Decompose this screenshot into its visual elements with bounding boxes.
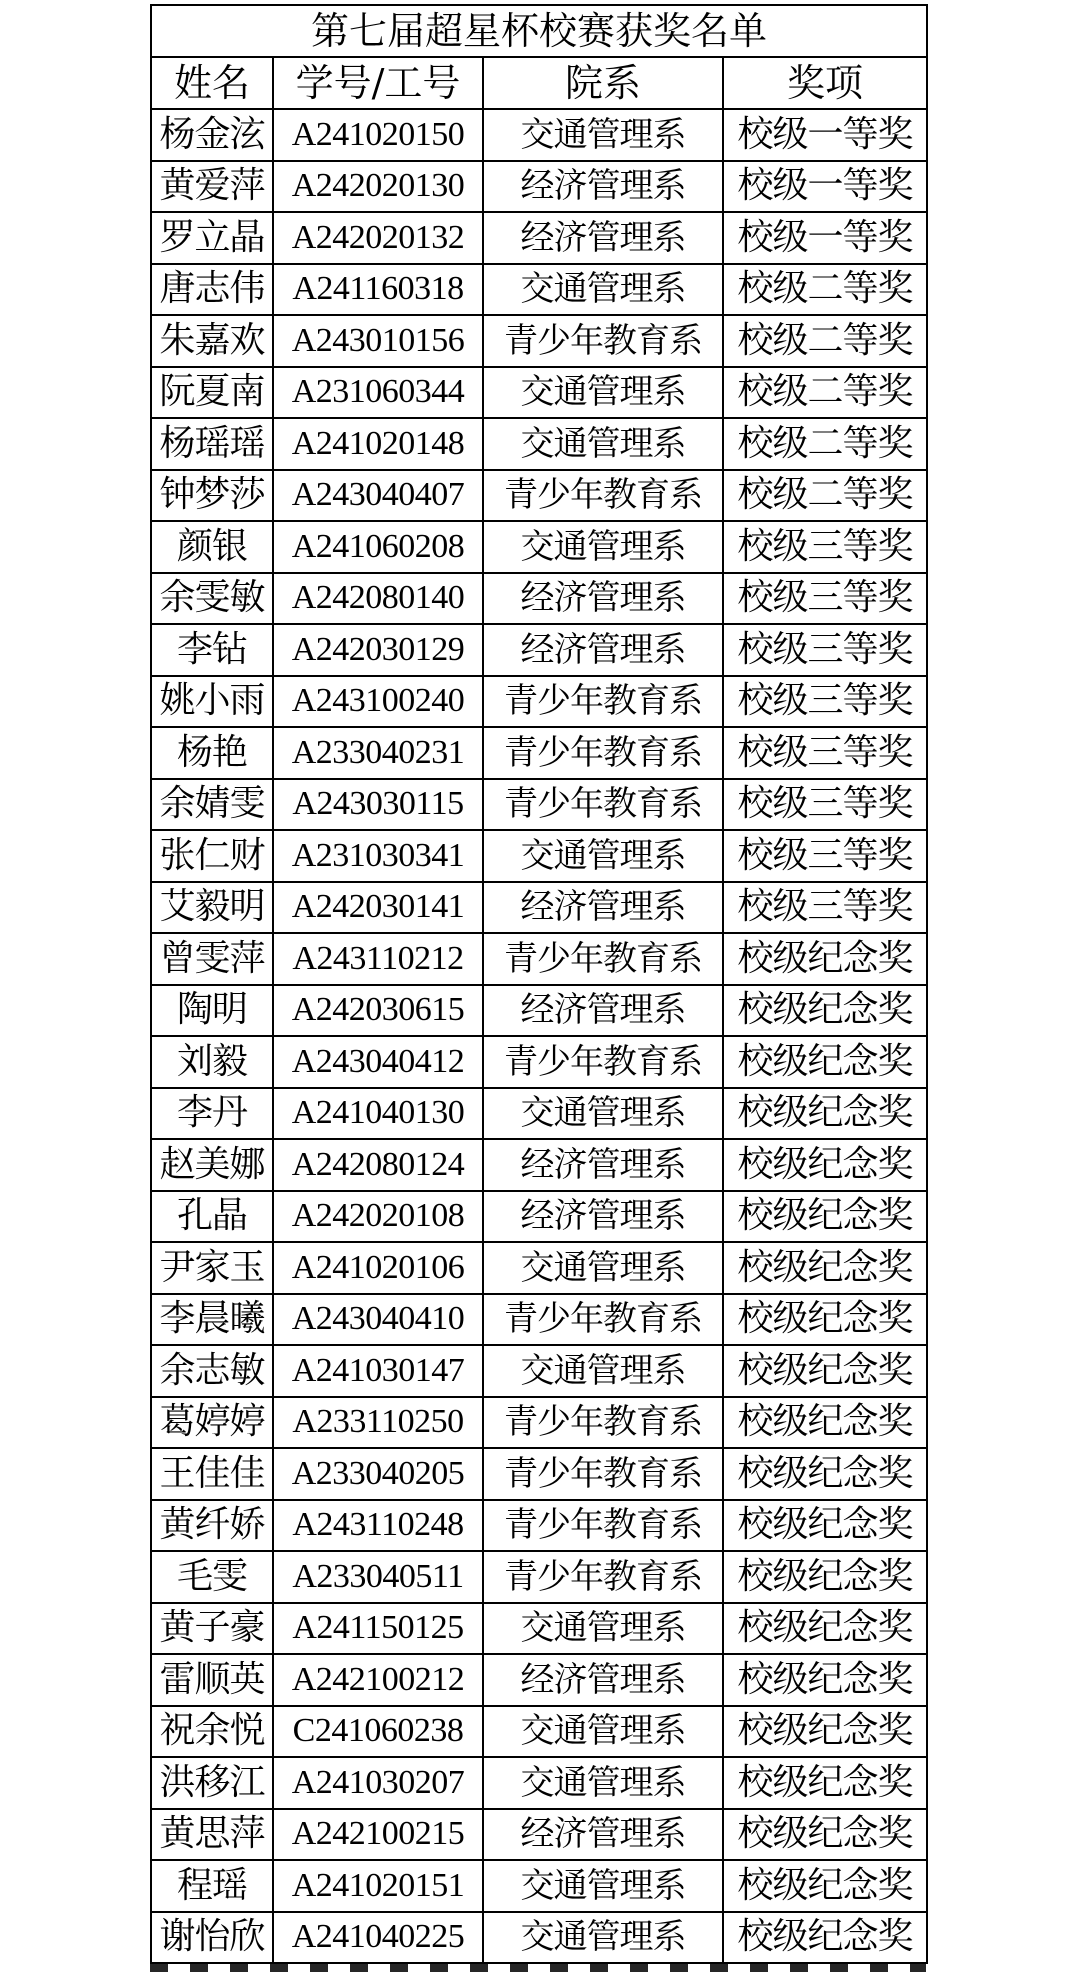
cell-id: A243110248: [273, 1500, 483, 1552]
cell-name: 葛婷婷: [151, 1397, 273, 1449]
cell-department: 交通管理系: [483, 521, 723, 573]
cell-department: 青少年教育系: [483, 933, 723, 985]
cell-name: 尹家玉: [151, 1242, 273, 1294]
table-row: [151, 1345, 927, 1397]
cell-name: 黄子豪: [151, 1603, 273, 1655]
cell-award: 校级二等奖: [723, 264, 927, 316]
table-row: [151, 1191, 927, 1243]
cell-id: A242030141: [273, 882, 483, 934]
table-body: [151, 109, 927, 1963]
header-award: 奖项: [723, 57, 927, 109]
cell-department: 青少年教育系: [483, 1500, 723, 1552]
cell-department: 交通管理系: [483, 264, 723, 316]
table-row: [151, 830, 927, 882]
table-row: [151, 573, 927, 625]
cell-award: 校级三等奖: [723, 882, 927, 934]
cell-id: A231030341: [273, 830, 483, 882]
cell-award: 校级纪念奖: [723, 1345, 927, 1397]
cell-name: 洪移江: [151, 1757, 273, 1809]
table-row: [151, 1448, 927, 1500]
table-row: [151, 1603, 927, 1655]
cell-award: 校级一等奖: [723, 212, 927, 264]
table-row: [151, 1654, 927, 1706]
cell-department: 青少年教育系: [483, 1036, 723, 1088]
cell-name: 祝余悦: [151, 1706, 273, 1758]
table-row: [151, 779, 927, 831]
cell-name: 谢怡欣: [151, 1912, 273, 1964]
header-department: 院系: [483, 57, 723, 109]
cell-name: 唐志伟: [151, 264, 273, 316]
cell-name: 杨金泫: [151, 109, 273, 161]
table-row: [151, 676, 927, 728]
table-row: [151, 212, 927, 264]
table-row: [151, 1139, 927, 1191]
table-row: [151, 882, 927, 934]
cell-id: A241060208: [273, 521, 483, 573]
cell-award: 校级纪念奖: [723, 1500, 927, 1552]
cell-id: A233110250: [273, 1397, 483, 1449]
cell-department: 青少年教育系: [483, 1294, 723, 1346]
cell-department: 经济管理系: [483, 212, 723, 264]
table-row: [151, 1036, 927, 1088]
cell-award: 校级纪念奖: [723, 1448, 927, 1500]
table-row: [151, 1242, 927, 1294]
cell-name: 孔晶: [151, 1191, 273, 1243]
table-row: [151, 1860, 927, 1912]
cell-award: 校级纪念奖: [723, 1912, 927, 1964]
cell-award: 校级纪念奖: [723, 1551, 927, 1603]
cell-name: 张仁财: [151, 830, 273, 882]
cell-award: 校级纪念奖: [723, 1294, 927, 1346]
header-id: 学号/工号: [273, 57, 483, 109]
table-row: [151, 418, 927, 470]
table-row: [151, 109, 927, 161]
cell-name: 颜银: [151, 521, 273, 573]
table-row: [151, 933, 927, 985]
cell-department: 经济管理系: [483, 573, 723, 625]
cell-id: A241030147: [273, 1345, 483, 1397]
cell-id: A241160318: [273, 264, 483, 316]
cell-name: 余婧雯: [151, 779, 273, 831]
cell-award: 校级纪念奖: [723, 1706, 927, 1758]
table-row: [151, 985, 927, 1037]
cell-department: 交通管理系: [483, 1603, 723, 1655]
cell-award: 校级三等奖: [723, 779, 927, 831]
table-title: 第七届超星杯校赛获奖名单: [151, 5, 927, 57]
cell-id: A243040407: [273, 470, 483, 522]
cell-department: 青少年教育系: [483, 1397, 723, 1449]
cell-id: A243030115: [273, 779, 483, 831]
cell-id: A231060344: [273, 367, 483, 419]
cell-department: 经济管理系: [483, 161, 723, 213]
table-row: [151, 161, 927, 213]
cell-id: A241020151: [273, 1860, 483, 1912]
cell-department: 经济管理系: [483, 1191, 723, 1243]
table-row: [151, 470, 927, 522]
table-row: [151, 264, 927, 316]
cell-id: A243100240: [273, 676, 483, 728]
cell-department: 交通管理系: [483, 367, 723, 419]
cell-id: A241040225: [273, 1912, 483, 1964]
cell-department: 经济管理系: [483, 1809, 723, 1861]
cell-name: 赵美娜: [151, 1139, 273, 1191]
cell-id: A241020106: [273, 1242, 483, 1294]
cell-award: 校级纪念奖: [723, 1397, 927, 1449]
cell-department: 交通管理系: [483, 418, 723, 470]
cell-department: 交通管理系: [483, 1912, 723, 1964]
cropped-text-line: [150, 1962, 926, 1972]
cell-department: 经济管理系: [483, 1139, 723, 1191]
cell-department: 交通管理系: [483, 1345, 723, 1397]
table-row: [151, 1809, 927, 1861]
cell-department: 交通管理系: [483, 1242, 723, 1294]
cell-name: 曾雯萍: [151, 933, 273, 985]
cell-name: 姚小雨: [151, 676, 273, 728]
table-row: [151, 1912, 927, 1964]
cell-department: 青少年教育系: [483, 470, 723, 522]
cell-award: 校级纪念奖: [723, 933, 927, 985]
cell-id: A243040410: [273, 1294, 483, 1346]
title-row: [151, 5, 927, 57]
cell-department: 交通管理系: [483, 830, 723, 882]
cell-department: 青少年教育系: [483, 1551, 723, 1603]
cell-id: A242030615: [273, 985, 483, 1037]
cell-name: 杨艳: [151, 727, 273, 779]
cell-id: A242020108: [273, 1191, 483, 1243]
cell-award: 校级三等奖: [723, 830, 927, 882]
table-row: [151, 521, 927, 573]
cell-department: 经济管理系: [483, 985, 723, 1037]
cell-award: 校级纪念奖: [723, 1654, 927, 1706]
cell-department: 青少年教育系: [483, 727, 723, 779]
cell-department: 交通管理系: [483, 1088, 723, 1140]
cell-award: 校级纪念奖: [723, 1860, 927, 1912]
cell-department: 交通管理系: [483, 1860, 723, 1912]
cell-name: 李晨曦: [151, 1294, 273, 1346]
cell-name: 钟梦莎: [151, 470, 273, 522]
table-row: [151, 1706, 927, 1758]
cell-award: 校级纪念奖: [723, 1191, 927, 1243]
cell-award: 校级二等奖: [723, 418, 927, 470]
cell-name: 刘毅: [151, 1036, 273, 1088]
cell-department: 青少年教育系: [483, 315, 723, 367]
cell-award: 校级纪念奖: [723, 1603, 927, 1655]
cell-id: C241060238: [273, 1706, 483, 1758]
cell-name: 李钻: [151, 624, 273, 676]
cell-award: 校级三等奖: [723, 573, 927, 625]
cell-id: A241150125: [273, 1603, 483, 1655]
cell-name: 雷顺英: [151, 1654, 273, 1706]
table-row: [151, 624, 927, 676]
cell-id: A242100212: [273, 1654, 483, 1706]
cell-award: 校级纪念奖: [723, 1139, 927, 1191]
cell-name: 阮夏南: [151, 367, 273, 419]
table-row: [151, 1397, 927, 1449]
cell-id: A241020150: [273, 109, 483, 161]
table-row: [151, 1500, 927, 1552]
cell-name: 杨瑶瑶: [151, 418, 273, 470]
table-row: [151, 367, 927, 419]
cell-id: A241040130: [273, 1088, 483, 1140]
cell-award: 校级一等奖: [723, 109, 927, 161]
header-row: [151, 57, 927, 109]
cell-id: A241020148: [273, 418, 483, 470]
cell-name: 余雯敏: [151, 573, 273, 625]
header-name: 姓名: [151, 57, 273, 109]
cell-award: 校级纪念奖: [723, 1036, 927, 1088]
cell-department: 经济管理系: [483, 882, 723, 934]
cell-department: 青少年教育系: [483, 1448, 723, 1500]
cell-id: A242030129: [273, 624, 483, 676]
cell-name: 黄爱萍: [151, 161, 273, 213]
cell-department: 青少年教育系: [483, 779, 723, 831]
cropped-text-strip: [150, 1962, 926, 1972]
cell-award: 校级纪念奖: [723, 1088, 927, 1140]
cell-award: 校级纪念奖: [723, 1809, 927, 1861]
cell-award: 校级纪念奖: [723, 1757, 927, 1809]
table-row: [151, 1551, 927, 1603]
cell-award: 校级三等奖: [723, 727, 927, 779]
cell-id: A242100215: [273, 1809, 483, 1861]
cell-award: 校级一等奖: [723, 161, 927, 213]
cell-id: A242020132: [273, 212, 483, 264]
cell-award: 校级纪念奖: [723, 1242, 927, 1294]
cell-award: 校级纪念奖: [723, 985, 927, 1037]
cell-department: 交通管理系: [483, 1706, 723, 1758]
cell-name: 李丹: [151, 1088, 273, 1140]
cell-department: 交通管理系: [483, 1757, 723, 1809]
cell-department: 交通管理系: [483, 109, 723, 161]
cell-name: 黄思萍: [151, 1809, 273, 1861]
cell-id: A242080124: [273, 1139, 483, 1191]
cell-name: 陶明: [151, 985, 273, 1037]
table-row: [151, 1757, 927, 1809]
cell-id: A233040511: [273, 1551, 483, 1603]
cell-award: 校级三等奖: [723, 624, 927, 676]
cell-name: 余志敏: [151, 1345, 273, 1397]
cell-name: 朱嘉欢: [151, 315, 273, 367]
cell-award: 校级二等奖: [723, 367, 927, 419]
cell-name: 毛雯: [151, 1551, 273, 1603]
cell-department: 青少年教育系: [483, 676, 723, 728]
cell-department: 经济管理系: [483, 1654, 723, 1706]
cell-id: A243010156: [273, 315, 483, 367]
cell-award: 校级三等奖: [723, 521, 927, 573]
cell-id: A243040412: [273, 1036, 483, 1088]
cell-name: 罗立晶: [151, 212, 273, 264]
cell-award: 校级二等奖: [723, 315, 927, 367]
cell-id: A242080140: [273, 573, 483, 625]
table-row: [151, 727, 927, 779]
cell-name: 程瑶: [151, 1860, 273, 1912]
table-row: [151, 315, 927, 367]
cell-id: A233040205: [273, 1448, 483, 1500]
cell-department: 经济管理系: [483, 624, 723, 676]
cell-id: A241030207: [273, 1757, 483, 1809]
award-list-table: [150, 4, 928, 1964]
table-row: [151, 1088, 927, 1140]
cell-id: A233040231: [273, 727, 483, 779]
cell-name: 艾毅明: [151, 882, 273, 934]
cell-name: 王佳佳: [151, 1448, 273, 1500]
cell-id: A242020130: [273, 161, 483, 213]
cell-award: 校级三等奖: [723, 676, 927, 728]
cell-name: 黄纤娇: [151, 1500, 273, 1552]
cell-id: A243110212: [273, 933, 483, 985]
table-row: [151, 1294, 927, 1346]
cell-award: 校级二等奖: [723, 470, 927, 522]
